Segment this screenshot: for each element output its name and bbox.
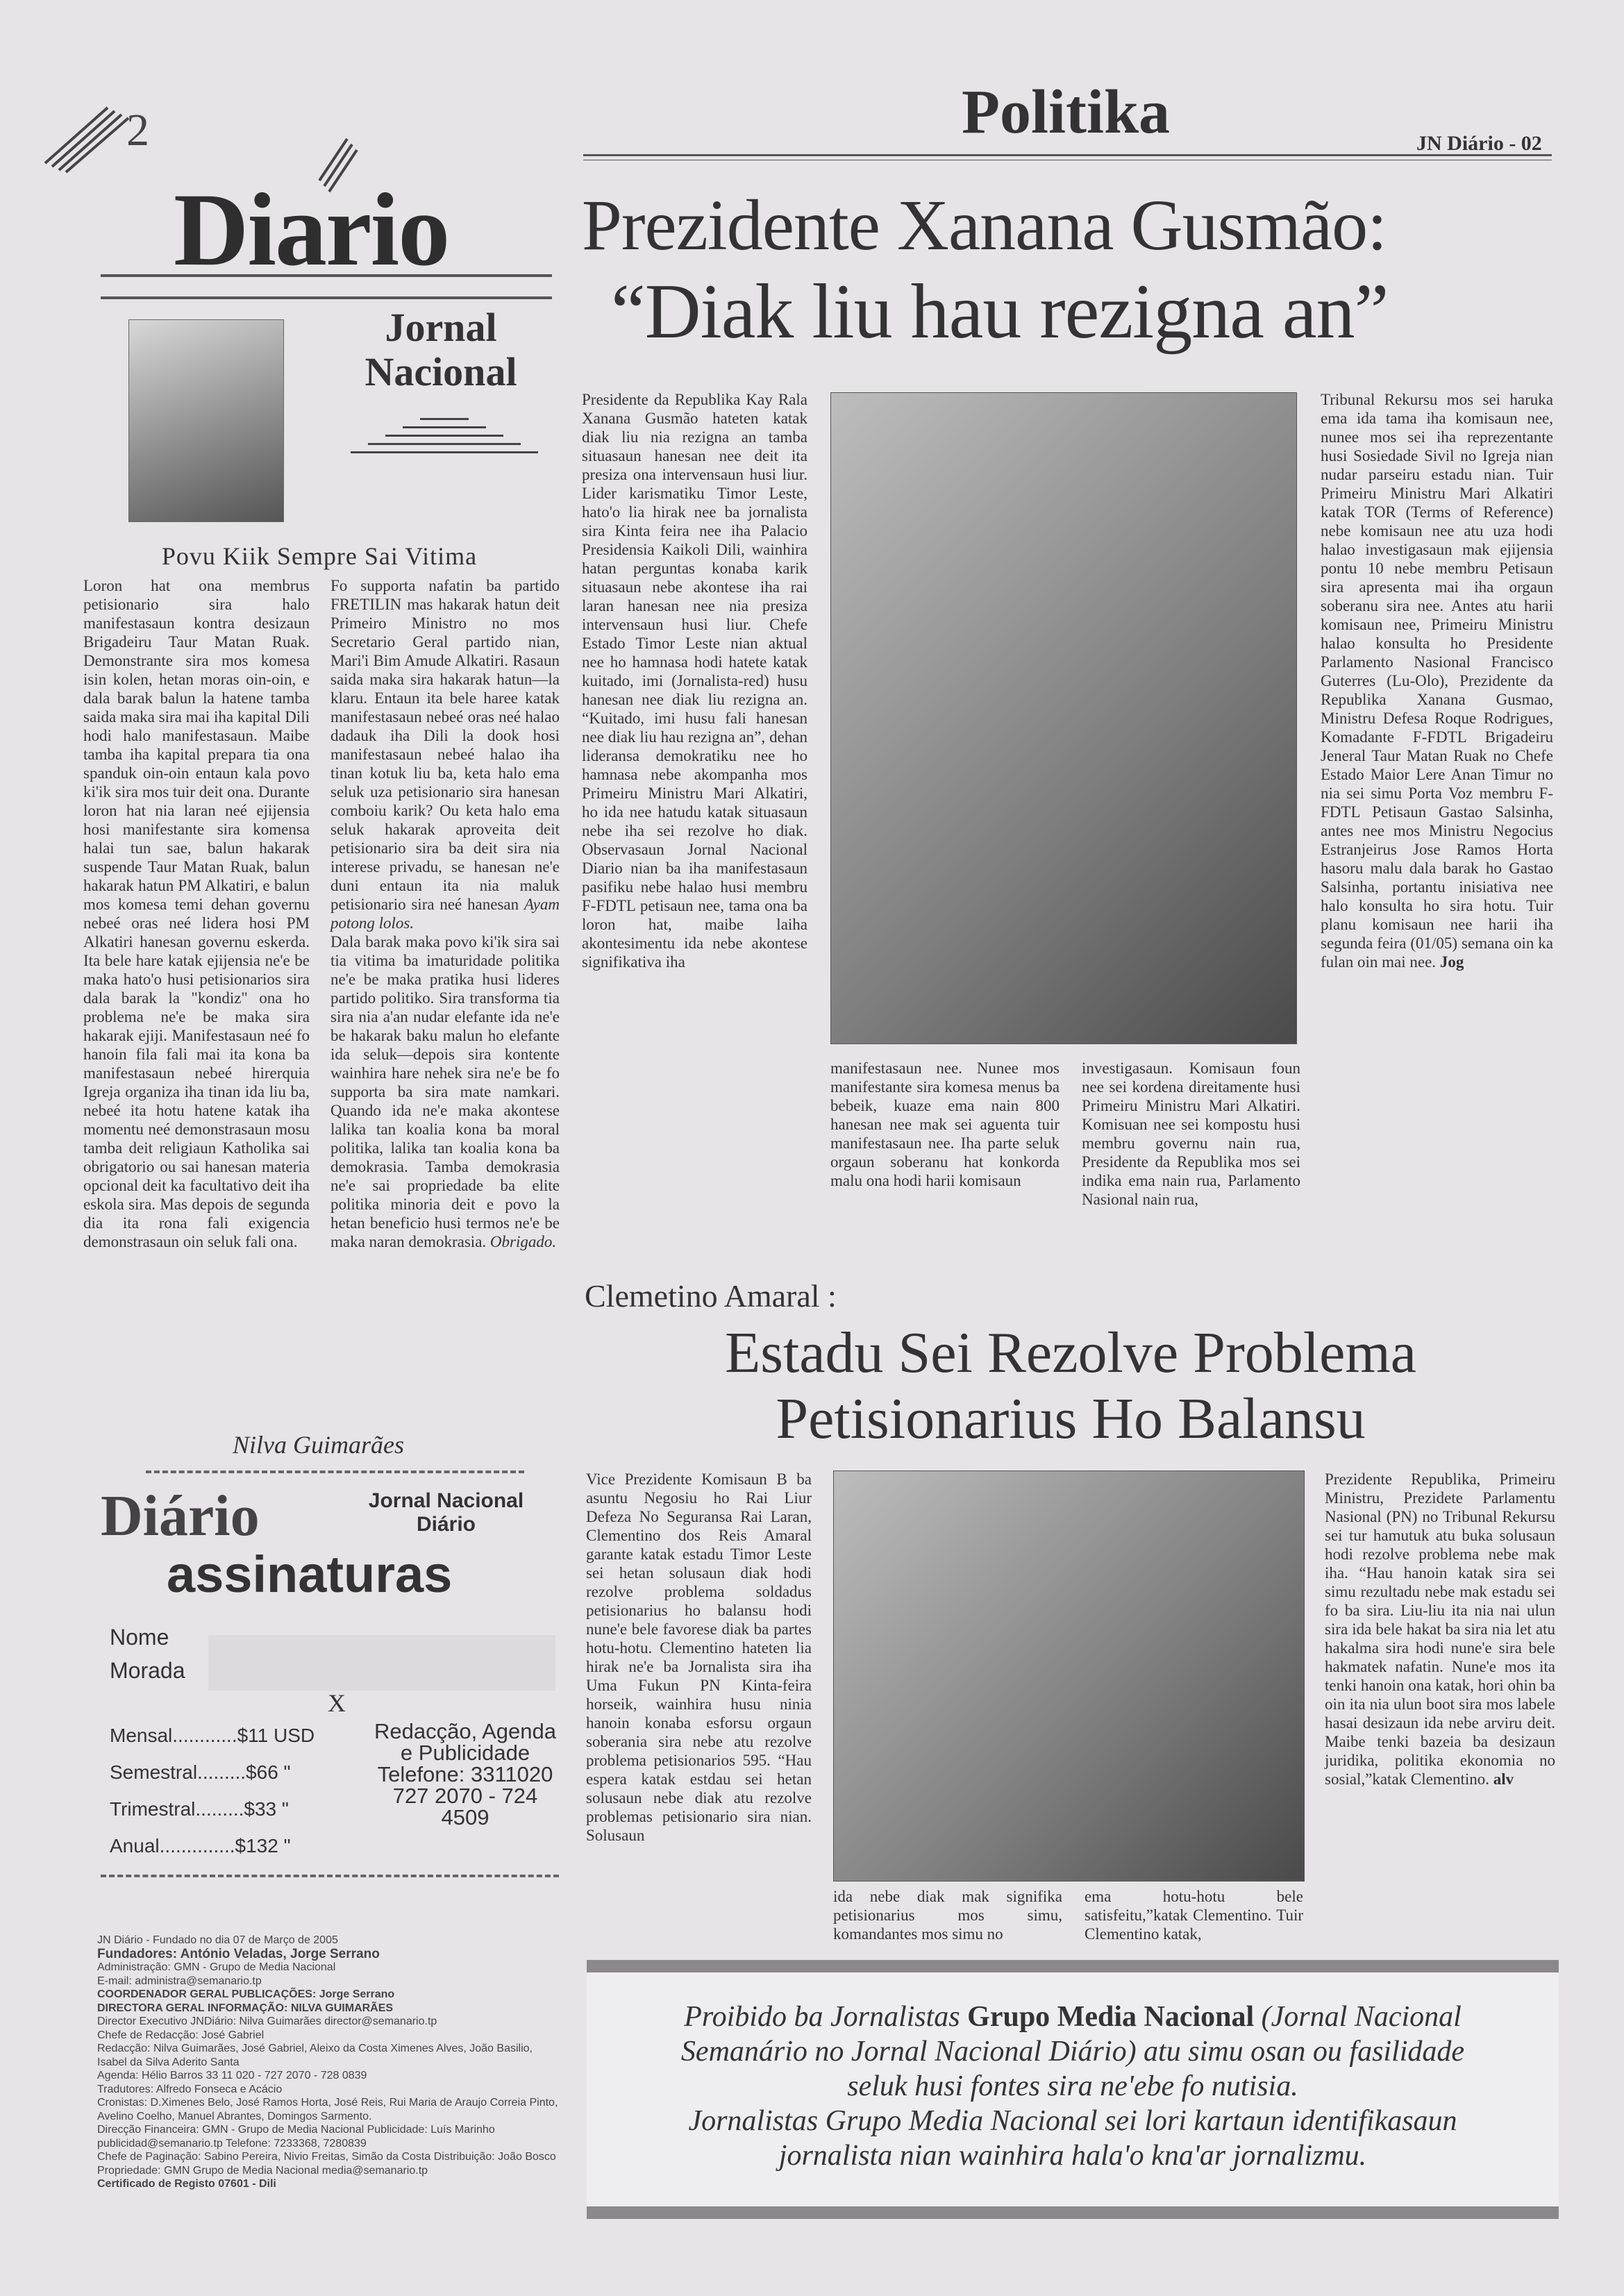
- notice-line-3: seluk husi fontes sira ne'ebe fo nutisia.: [847, 2070, 1298, 2102]
- article2-col4: [1325, 1470, 1555, 1788]
- header-rule: [583, 154, 1552, 156]
- article2-signoff: alv: [1493, 1770, 1514, 1788]
- sidebar-col2b: Dala barak maka povo ki'ik sira sai tia vitima ba imaturidade politika ne'e be maka pratika husi lideres partido politiko. Sira transforma tia sira nia a'an nudar elefante ida ne'e be hakarak baku malun ho elefante ida seluk—depois sira kontente wainhira hare nehek sira ne'e be fo supporta ba sira mate namkari. Quando ida ne'e maka akontese lalika tan koalia kona ba moral politika, lalika tan koalia kona ba demokrasia. Tamba demokrasia ne'e sai propriedade ba elite politika minoria deit e povo la hetan beneficio husi termos ne'e be maka naran demokrasia.: [330, 933, 560, 1250]
- article1-col2: manifestasaun nee. Nunee mos manifestante sira komesa menus ba bebeik, kuaze ema nain 800 hanesan nee mak sei aguenta tuir manifestasaun nee. Iha parte seluk orgaun soberanu hat konkorda malu ona hodi harii komisaun: [830, 1059, 1060, 1189]
- sidebar-col1: Loron hat ona membrus petisionario sira halo manifestasaun kontra desizaun Brigadeiru Taur Matan Ruak. Demonstrante sira mos komesa isin kolen, hetan moras oin-oin, e dala barak balun la hatene tamba saida maka sira mai iha kapital Dili hodi halo manifestasaun. Maibe tamba iha kapital prepara tia ona spanduk oin-oin entaun kala povo ki'ik sira mos tuir deit ona. Durante loron hat nia laran neé ejijensia hosi manifestante sira komensa halai tun sae, balun hakarak suspende Taur Matan Ruak, balun hakarak hatun PM Alkatiri, e balun mos komesa temi dehan governu nebeé oras neé lidera hosi PM Alkatiri hanesan governu eskerda. Ita bele hare katak ejijensia ne'e be maka hato'o husi petisionarios sira dala barak la "kondiz" ona ho problema ne'e be maka sira hakarak ejiji. Manifestasaun neé fo hanoin fila fali mai ita kona ba manifestasaun nebeé hirerquia Igreja organiza iha tinan ida liu ba, nebeé ita hotu hatene katak iha momentu neé demonstrasaun mosu tamba deit religiaun Katholika sai obrigatorio ou sai hanesan materia opcional deit ka facultativo deit iha eskola sira. Mas depois de segunda dia ita rona fali exigencia demonstrasaun oin seluk fali ona.: [83, 577, 310, 1250]
- article1-headline-2: “Diak liu hau rezigna an”: [611, 269, 1389, 355]
- article1-signoff: Jog: [1439, 953, 1464, 971]
- masthead-rule: [101, 274, 552, 299]
- running-head: JN Diário - 02: [1416, 132, 1542, 155]
- subscription-x-mark: X: [328, 1689, 346, 1717]
- subscription-title: assinaturas: [167, 1545, 453, 1603]
- credit-line: Chefe de Redacção: José Gabriel: [97, 2029, 265, 2041]
- credit-line: DIRECTORA GERAL INFORMAÇÃO: NILVA GUIMARÃES: [97, 2002, 394, 2014]
- credit-line: Chefe de Paginação: Sabino Pereira, Nivio Freitas, Simão da Costa Distribuição: João Bosco Propriedade: GMN Grupo de Media Nacional media@semanario.tp: [97, 2151, 556, 2177]
- masthead-steps: [351, 417, 538, 465]
- credit-line: COORDENADOR GERAL PUBLICAÇÕES: Jorge Serrano: [97, 1988, 395, 2000]
- credit-line: Fundadores: António Veladas, Jorge Serrano: [97, 1946, 380, 1961]
- credit-line: Redacção: Nilva Guimarães, José Gabriel, Aleixo da Costa Ximenes Alves, João Basilio, Isabel da Silva Aderito Santa: [97, 2043, 533, 2068]
- subscription-contact: Redacção, Agenda e Publicidade Telefone: 3311020 727 2070 - 724 4509: [374, 1719, 556, 1829]
- notice-line-5: jornalista nian wainhira hala'o kna'ar jornalizmu.: [778, 2140, 1367, 2172]
- credit-line: Administração: GMN - Grupo de Media Nacional: [97, 1961, 336, 1973]
- article2-col4-text: Prezidente Republika, Primeiru Ministru, Prezidete Parlamentu Nasional (PN) no Tribunal Rekursu sei tur hamutuk atu buka solusaun hodi rezolve problema nebe mak iha. “Hau hanoin katak sira sei simu rezultadu nebe mak estadu sei fo ba sira. Liu-liu ita nia nai ulun sira ida bele hakat ba sira nia let atu hakalma sira hodi nune'e sira bele hakmatek nafatin. Nune'e mos ita tenki hanoin ona katak, hori ohin ba oin ita nia ulun boot sira mos labele hasai desizaun ida nebe arviru deit. Maibe tenki bazeia ba desizaun juridika, politika ekonomia no sosial,”katak Clementino.: [1325, 1470, 1555, 1788]
- notice-line-4: Jornalistas Grupo Media Nacional sei lori kartaun identifikasaun: [688, 2105, 1457, 2137]
- article2-headline-1: Estadu Sei Rezolve Problema: [724, 1321, 1417, 1385]
- masthead-subtitle: Jornal Nacional: [365, 305, 517, 394]
- subscription-field-nome[interactable]: Nome: [110, 1625, 169, 1650]
- sidebar-col2a-italic: Ayam potong lolos.: [330, 896, 560, 932]
- sidebar-col2b-italic: Obrigado.: [489, 1233, 557, 1250]
- article2-kicker: Clemetino Amaral :: [585, 1278, 837, 1314]
- sidebar-col2: [330, 576, 560, 1251]
- subscription-logo: Diário: [101, 1484, 260, 1548]
- columnist-portrait: [128, 319, 284, 522]
- notice-top-bar: [587, 1960, 1559, 1972]
- sidebar-headline: Povu Kiik Sempre Sai Vitima: [161, 542, 478, 570]
- article1-col3: investigasaun. Komisaun foun nee sei kordena direitamente husi Primeiru Ministru Mari Alkatiri. Komisuan nee sei kompostu husi membru governu nain rua, Presidente da Republika mos sei indika ema nain rua, Parlamento Nasional nain rua,: [1082, 1059, 1300, 1208]
- notice-line-1: Proibido ba Jornalistas Grupo Media Nacional (Jornal Nacional: [684, 2001, 1462, 2033]
- credit-line: Certificado de Registo 07601 - Dili: [97, 2178, 276, 2190]
- article2-col1: Vice Prezidente Komisaun B ba asuntu Negosiu ho Rai Liur Defeza No Seguransa Rai Laran, Clementino dos Reis Amaral garante katak estadu Timor Leste sei hetan solusaun diak hodi rezolve problema soldadus petisionarius ho balansu hodi nune'e bele favorese diak ba partes hotu-hotu. Clementino hateten lia hirak ne'e ba Jornalista sira iha Uma Fukun PN Kinta-feira horseik, wainhira husu ninia hanoin konaba esforsu orgaun soberania sira nebe atu rezolve problema petisionarios 595. “Hau espera katak estdau sei hetan solusaun nebe diak atu rezolve problemas petisionario sira nian. Solusaun: [586, 1470, 812, 1844]
- notice-brand: Grupo Media Nacional: [967, 2001, 1255, 2033]
- credit-line: Director Executivo JNDiário: Nilva Guimarães director@semanario.tp: [97, 2016, 437, 2027]
- subscription-form-box: [208, 1635, 555, 1691]
- rate-mensal: Mensal............$11 USD: [110, 1725, 315, 1746]
- credit-line: JN Diário - Fundado no dia 07 de Março de 2005: [97, 1934, 338, 1946]
- subscription-top-dash: [146, 1470, 524, 1473]
- rate-semestral: Semestral.........$66 ": [110, 1761, 291, 1783]
- rate-trimestral: Trimestral.........$33 ": [110, 1798, 289, 1820]
- article1-col4-text: Tribunal Rekursu mos sei haruka ema ida tama iha komisaun nee, nunee mos sei iha reprezentante husi Sosiedade Sivil no Igreja nian nudar parseiru estadu nian. Tuir Primeiru Ministru Mari Alkatiri katak TOR (Terms of Reference) nebe komisaun nee atu uza hodi halao investigasaun mak ejijensia pontu 10 nebe membru Petisaun sira apresenta mai iha orgaun soberanu sira nee. Antes atu harii komisaun nee, Primeiru Ministru halao konsulta ho Presidente Parlamento Nasional Francisco Guterres (Lu-Olo), Prezidente da Republika Xanana Gusmao, Ministru Defesa Roque Rodrigues, Komadante F-FDTL Brigadeiru Jeneral Taur Matan Ruak no Chefe Estado Maior Lere Anan Timur no nia sei simu Porta Voz membru F-FDTL Petisaun Gastao Salsinha, antes nee mos Ministru Negocius Estranjeirus Jose Ramos Horta hasoru malu dala barak ho Gastao Salsinha, portantu inisiativa nee halo konsulta ho sira hotu. Tuir planu komisaun nee harii iha segunda feira (01/05) semana oin ka fulan oin mai nee.: [1321, 391, 1553, 971]
- credit-line: Agenda: Hélio Barros 33 11 020 - 727 2070 - 728 0839: [97, 2070, 367, 2081]
- notice-text: [587, 2000, 1559, 2173]
- credit-line: Cronistas: D.Ximenes Belo, José Ramos Horta, José Reis, Rui Maria de Araujo Correia Pinto, Avelino Coelho, Manuel Abrantes, Domingos Sarmento.: [97, 2097, 558, 2122]
- sidebar-col2a: Fo supporta nafatin ba partido FRETILIN mas hakarak hatun deit Primeiro Ministro no mos Secretario Geral partido nian, Mari'i Bim Amude Alkatiri. Rasaun saida maka sira hakarak hatun—la klaru. Entaun ita bele haree katak manifestasaun nebeé oras neé halao dadauk iha Dili la dook hosi manifestasaun nebeé halao iha tinan kotuk liu ba, keta halo ema seluk uza petisionario sira hanesan comboiu karik? Ou keta halo ema seluk hakarak aproveita deit petisionario sira ba deit sira nia interese privadu, se hanesan ne'e duni entaun ita nia maluk petisionario sira neé hanesan: [330, 577, 560, 913]
- article1-headline-1: Prezidente Xanana Gusmão:: [582, 185, 1387, 265]
- credit-line: Tradutores: Alfredo Fonseca e Acácio: [97, 2083, 283, 2095]
- masthead-title: Diario: [174, 172, 449, 287]
- subscription-rates: [110, 1717, 315, 1864]
- section-title: Politika: [962, 78, 1171, 146]
- subscription-brand: Jornal Nacional Diário: [368, 1489, 524, 1536]
- notice-bottom-bar: [587, 2206, 1559, 2219]
- credit-line: E-mail: administra@semanario.tp: [97, 1975, 262, 1987]
- article2-col3: ema hotu-hotu bele satisfeitu,”katak Clementino. Tuir Clementino katak,: [1085, 1888, 1303, 1943]
- article1-col4: [1321, 390, 1553, 971]
- page-number: 2: [126, 105, 149, 156]
- notice-line-2: Semanário no Jornal Nacional Diário) atu simu osan ou fasilidade: [680, 2036, 1465, 2068]
- article1-col1: Presidente da Republika Kay Rala Xanana Gusmão hateten katak diak liu nia rezigna an tamba situasaun hanesan nee deit ita presiza ona intervensaun husi liur. Lider karismatiku Timor Leste, hato'o lia hirak nee ba jornalista sira Kinta feira nee iha Palacio Presidensia Kaikoli Dili, wainhira hatan perguntas konaba karik situasaun nebe akontese iha rai laran hanesan nee nia presiza intervensaun husi liur. Chefe Estado Timor Leste nian aktual nee ho hamnasa hodi hatete katak kuitado, imi (Jornalista-red) husu hanesan nee diak liu rezigna an. “Kuitado, imi husu fali hanesan nee diak liu hau rezigna an”, dehan lideransa demokratiku nee ho hamnasa nebe akompanha mos Primeiru Ministru Mari Alkatiri, ho ida nee hatudu katak situasaun nebe iha sei rezolve ho diak. Observasaun Jornal Nacional Diario nian ba iha manifestasaun pasifiku nebe halao husi membru F-FDTL petisaun nee, tama ona ba loron hat, maibe laiha akontesimentu ida nebe akontese signifikativa iha: [582, 391, 807, 971]
- credit-line: Direcção Financeira: GMN - Grupo de Media Nacional Publicidade: Luís Marinho publicidad@semanario.tp Telefone: 7233368, 7280839: [97, 2124, 495, 2150]
- sidebar-author: Nilva Guimarães: [233, 1431, 404, 1459]
- xanana-gusmao-photo: [830, 392, 1297, 1044]
- subscription-field-morada[interactable]: Morada: [110, 1658, 185, 1683]
- article2-headline-2: Petisionarius Ho Balansu: [776, 1386, 1366, 1451]
- credits-box: [97, 1934, 562, 2191]
- clementino-amaral-photo: [833, 1470, 1305, 1882]
- article2-col2: ida nebe diak mak signifika petisionarius mos simu, komandantes mos simu no: [833, 1888, 1062, 1943]
- subscription-bottom-dash: [101, 1875, 559, 1877]
- rate-anual: Anual..............$132 ": [110, 1835, 291, 1857]
